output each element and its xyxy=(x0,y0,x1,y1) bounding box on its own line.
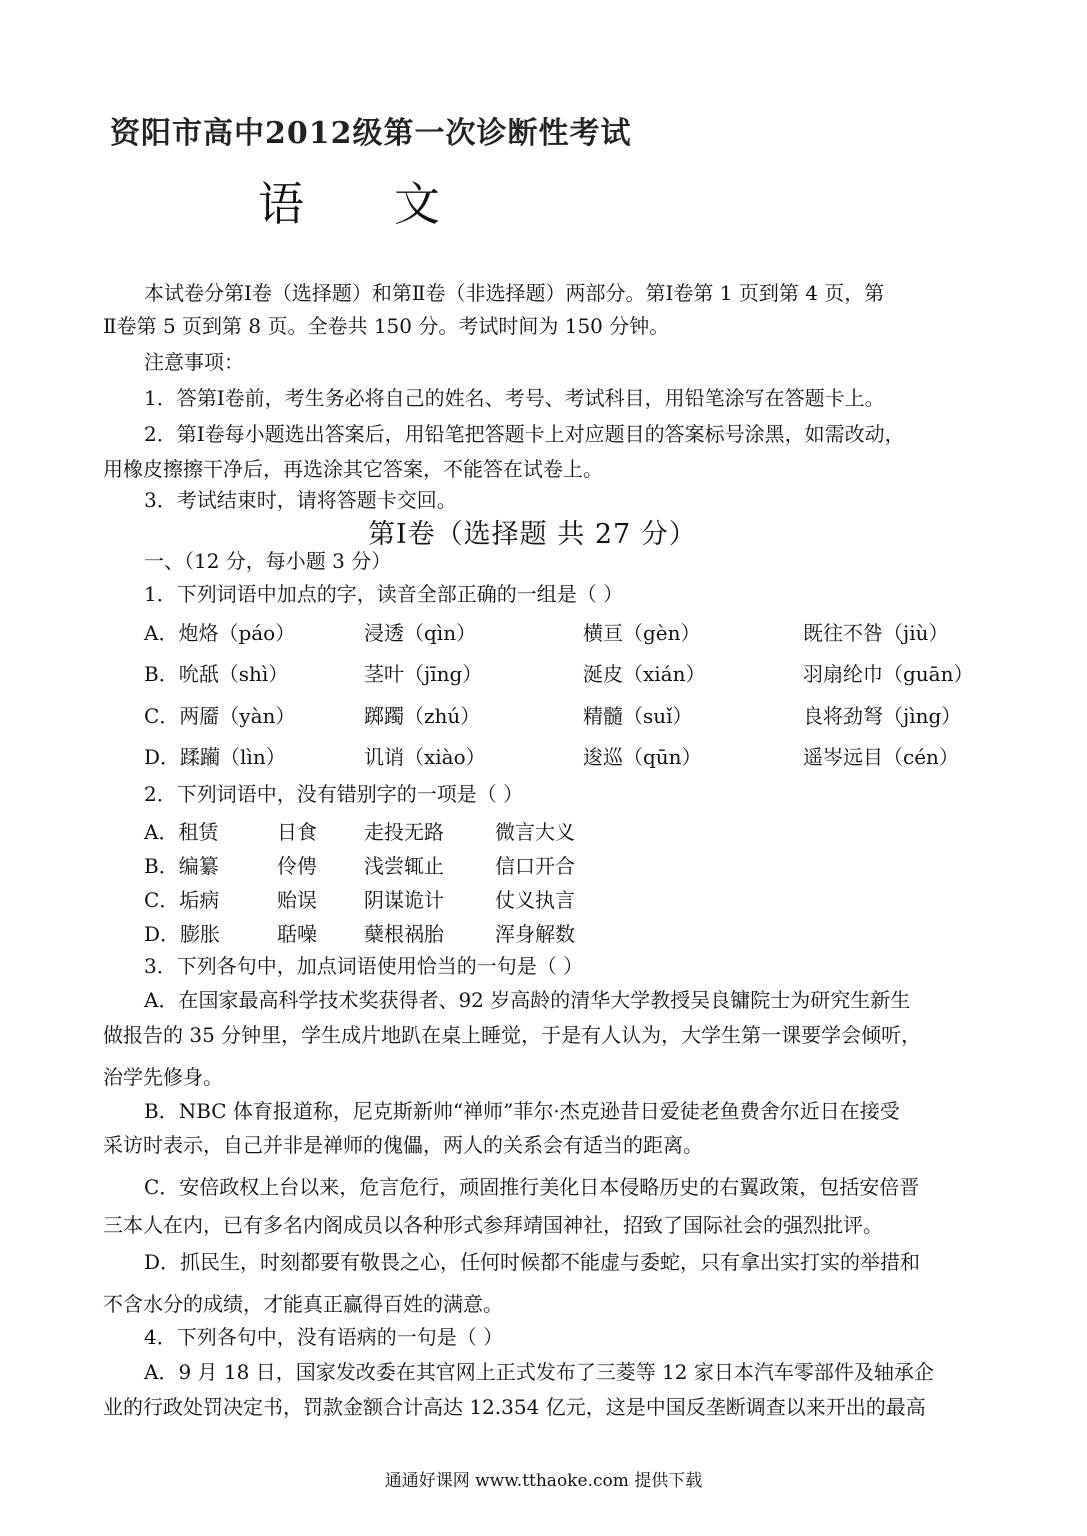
q2-option: 信口开合 xyxy=(495,854,575,878)
q1-option: B．吮舐（shì） xyxy=(144,662,289,686)
q1-option: 遥岑远目（cén） xyxy=(803,745,959,769)
q1-option: 良将劲弩（jìng） xyxy=(803,704,962,728)
q4-a-line-1: A．9 月 18 日，国家发改委在其官网上正式发布了三菱等 12 家日本汽车零部件及轴承企 xyxy=(144,1360,934,1384)
q2-option: C．垢病 xyxy=(144,888,220,912)
q1-option: 横亘（gèn） xyxy=(583,621,701,645)
note-2b: 用橡皮擦擦干净后，再选涂其它答案，不能答在试卷上。 xyxy=(103,457,603,481)
q2-option: A．租赁 xyxy=(144,820,219,844)
q1-option: C．两靥（yàn） xyxy=(144,704,296,728)
q1-option: 逡巡（qūn） xyxy=(583,745,702,769)
q2-option: 微言大义 xyxy=(495,820,575,844)
exam-title: 资阳市高中2012级第一次诊断性考试 xyxy=(110,116,632,151)
q1-option: A．炮烙（páo） xyxy=(144,621,296,645)
q2-option: 阴谋诡计 xyxy=(364,888,444,912)
page-footer: 通通好课网 www.tthaoke.com 提供下载 xyxy=(384,1471,703,1491)
q1-option: 羽扇纶巾（guān） xyxy=(803,662,974,686)
q4-a-line-2: 业的行政处罚决定书，罚款金额合计高达 12.354 亿元，这是中国反垄断调查以来开出的最高 xyxy=(103,1395,926,1419)
q2-option: 伶俜 xyxy=(277,854,317,878)
q2-option: 走投无路 xyxy=(364,820,444,844)
part-label: 一、（12 分，每小题 3 分） xyxy=(144,549,392,573)
q3-b-line-1: B．NBC 体育报道称，尼克斯新帅“禅师”菲尔·杰克逊昔日爱徒老鱼费舍尔近日在接受 xyxy=(144,1099,900,1123)
q3-stem: 3．下列各句中，加点词语使用恰当的一句是（ ） xyxy=(144,954,584,978)
q1-option: 涎皮（xián） xyxy=(583,662,706,686)
q2-option: 浅尝辄止 xyxy=(364,854,444,878)
q4-stem: 4．下列各句中，没有语病的一句是（ ） xyxy=(144,1325,504,1349)
q2-option: B．编纂 xyxy=(144,854,219,878)
section-heading: 第Ⅰ卷（选择题 共 27 分） xyxy=(368,519,697,550)
q2-option: 聒噪 xyxy=(277,922,317,946)
q2-option: 浑身解数 xyxy=(495,922,575,946)
q1-option: 茎叶（jīng） xyxy=(364,662,483,686)
q2-option: 贻误 xyxy=(277,888,317,912)
q3-b-line-2: 采访时表示，自己并非是禅师的傀儡，两人的关系会有适当的距离。 xyxy=(103,1133,703,1157)
q2-option: 仗义执言 xyxy=(495,888,575,912)
q1-option: 既往不咎（jiù） xyxy=(803,621,949,645)
q1-stem: 1．下列词语中加点的字，读音全部正确的一组是（ ） xyxy=(144,582,624,606)
q3-d-line-2: 不含水分的成绩，才能真正赢得百姓的满意。 xyxy=(103,1292,503,1316)
notice-label: 注意事项： xyxy=(144,350,244,374)
q3-a-line-1: A．在国家最高科学技术奖获得者、92 岁高龄的清华大学教授吴良镛院士为研究生新生 xyxy=(144,988,911,1012)
q2-option: 日食 xyxy=(277,820,317,844)
q3-c-line-2: 三本人在内，已有多名内阁成员以各种形式参拜靖国神社，招致了国际社会的强烈批评。 xyxy=(103,1213,883,1237)
q1-option: 浸透（qìn） xyxy=(364,621,477,645)
q2-stem: 2．下列词语中，没有错别字的一项是（ ） xyxy=(144,782,524,806)
subject-char-1: 语 xyxy=(258,177,304,231)
note-3: 3．考试结束时，请将答题卡交回。 xyxy=(144,488,457,512)
q3-c-line-1: C．安倍政权上台以来，危言危行，顽固推行美化日本侵略历史的右翼政策，包括安倍晋 xyxy=(144,1175,920,1199)
q3-d-line-1: D．抓民生，时刻都要有敬畏之心，任何时候都不能虚与委蛇，只有拿出实打实的举措和 xyxy=(144,1250,921,1274)
q1-option: 讥诮（xiào） xyxy=(364,745,486,769)
q1-option: 踯躅（zhú） xyxy=(364,704,481,728)
q3-a-line-2: 做报告的 35 分钟里，学生成片地趴在桌上睡觉，于是有人认为，大学生第一课要学会倾听， xyxy=(103,1023,922,1047)
q3-a-line-3: 治学先修身。 xyxy=(103,1065,223,1089)
subject-char-2: 文 xyxy=(394,177,440,231)
q1-option: 精髓（suǐ） xyxy=(583,704,693,728)
q2-option: 蘖根祸胎 xyxy=(364,922,444,946)
subject-title xyxy=(258,168,440,234)
q1-option: D．蹂躏（lìn） xyxy=(144,745,286,769)
q2-option: D．膨胀 xyxy=(144,922,221,946)
intro-line-2: Ⅱ卷第 5 页到第 8 页。全卷共 150 分。考试时间为 150 分钟。 xyxy=(103,314,670,338)
note-1: 1．答第Ⅰ卷前，考生务必将自己的姓名、考号、考试科目，用铅笔涂写在答题卡上。 xyxy=(144,386,885,410)
note-2a: 2．第Ⅰ卷每小题选出答案后，用铅笔把答题卡上对应题目的答案标号涂黑，如需改动， xyxy=(144,422,905,446)
intro-line-1: 本试卷分第Ⅰ卷（选择题）和第Ⅱ卷（非选择题）两部分。第Ⅰ卷第 1 页到第 4 页，第 xyxy=(144,281,885,305)
